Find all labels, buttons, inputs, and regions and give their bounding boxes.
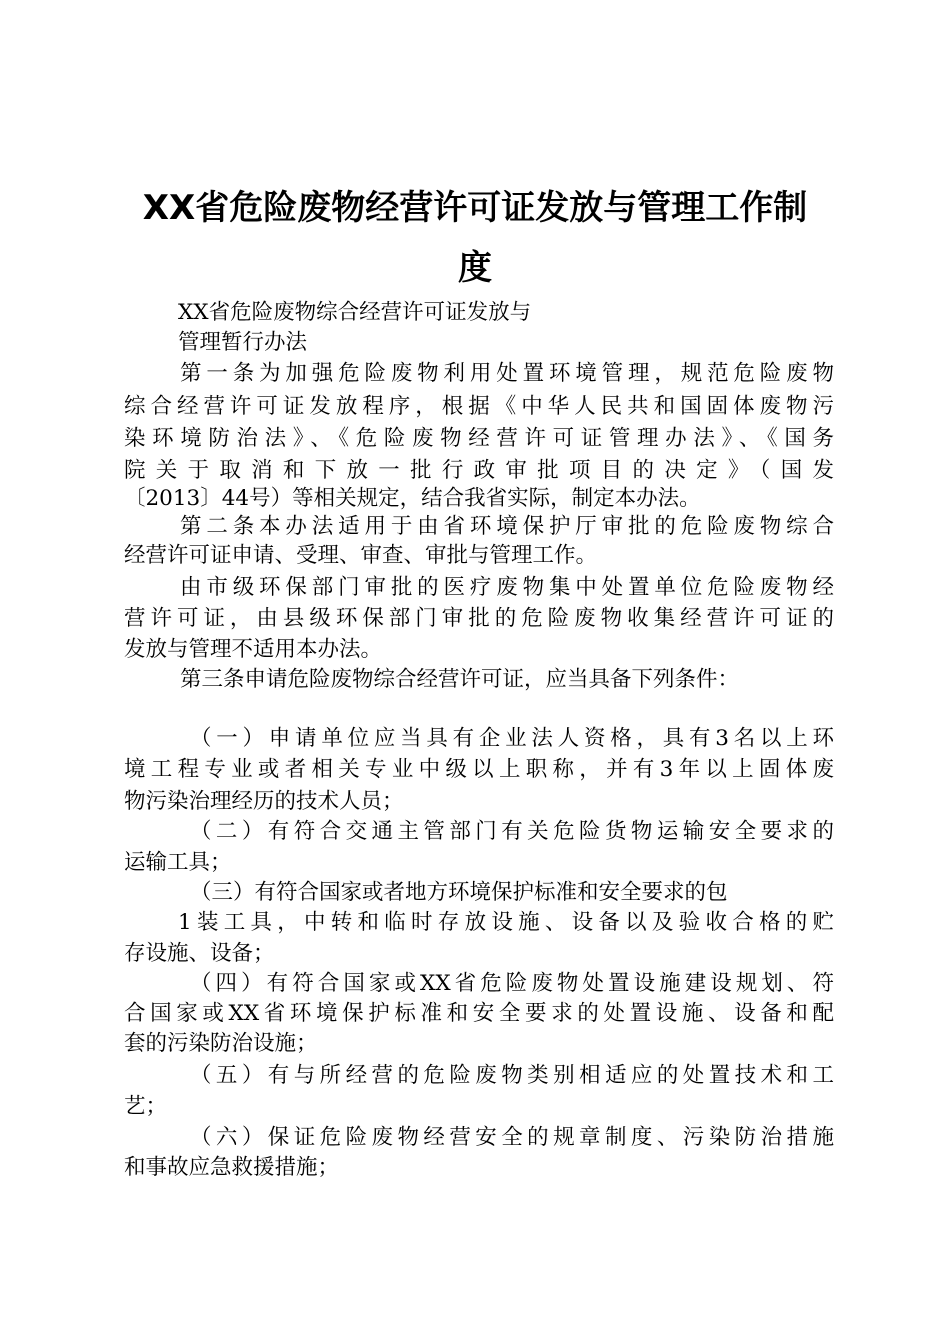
condition-2-line-2: 运输工具； <box>124 850 232 875</box>
article-2-line-2: 经营许可证申请、受理、审查、审批与管理工作。 <box>124 543 598 568</box>
condition-5-line-2: 艺； <box>124 1094 168 1119</box>
condition-4-line-1: （四）有符合国家或XX省危险废物处置设施建设规划、符 <box>190 971 834 996</box>
condition-2-line-1: （二）有符合交通主管部门有关危险货物运输安全要求的 <box>190 819 834 844</box>
document-title-line-2: 度 <box>458 248 492 288</box>
article-1-line-2: 综合经营许可证发放程序，根据《中华人民共和国固体废物污 <box>124 394 834 419</box>
condition-6-line-1: （六）保证危险废物经营安全的规章制度、污染防治措施 <box>190 1125 834 1150</box>
article-2-para-2-line-3: 发放与管理不适用本办法。 <box>124 637 383 662</box>
subtitle-line-1: XX省危险废物综合经营许可证发放与 <box>178 300 532 325</box>
condition-1-line-3: 物污染治理经历的技术人员； <box>124 789 404 814</box>
condition-3-line-1: （三）有符合国家或者地方环境保护标准和安全要求的包 <box>190 880 728 905</box>
condition-3-line-2: 1装工具，中转和临时存放设施、设备以及验收合格的贮 <box>178 910 834 935</box>
article-1-line-3: 染环境防治法》、《危险废物经营许可证管理办法》、《国务 <box>124 426 834 451</box>
condition-6-line-2: 和事故应急救援措施； <box>124 1155 340 1180</box>
condition-4-line-2: 合国家或XX省环境保护标准和安全要求的处置设施、设备和配 <box>124 1001 834 1026</box>
document-title-line-1: XX省危险废物经营许可证发放与管理工作制 <box>142 188 808 228</box>
article-1-line-5: 〔2013〕44号）等相关规定，结合我省实际，制定本办法。 <box>124 486 701 511</box>
article-2-line-1: 第二条本办法适用于由省环境保护厅审批的危险废物综合 <box>180 514 834 539</box>
condition-1-line-2: 境工程专业或者相关专业中级以上职称，并有3年以上固体废 <box>124 757 834 782</box>
article-2-para-2-line-1: 由市级环保部门审批的医疗废物集中处置单位危险废物经 <box>180 575 834 600</box>
condition-1-line-1: （一）申请单位应当具有企业法人资格，具有3名以上环 <box>190 726 834 751</box>
article-2-para-2-line-2: 营许可证，由县级环保部门审批的危险废物收集经营许可证的 <box>124 606 834 631</box>
article-1-line-4: 院关于取消和下放一批行政审批项目的决定》（国发 <box>124 458 834 483</box>
article-3-intro: 第三条申请危险废物综合经营许可证，应当具备下列条件： <box>180 667 740 692</box>
article-1-line-1: 第一条为加强危险废物利用处置环境管理，规范危险废物 <box>180 361 834 386</box>
condition-5-line-1: （五）有与所经营的危险废物类别相适应的处置技术和工 <box>190 1063 834 1088</box>
condition-4-line-3: 套的污染防治设施； <box>124 1031 318 1056</box>
condition-3-line-3: 存设施、设备； <box>124 941 275 966</box>
subtitle-line-2: 管理暂行办法 <box>178 330 308 355</box>
